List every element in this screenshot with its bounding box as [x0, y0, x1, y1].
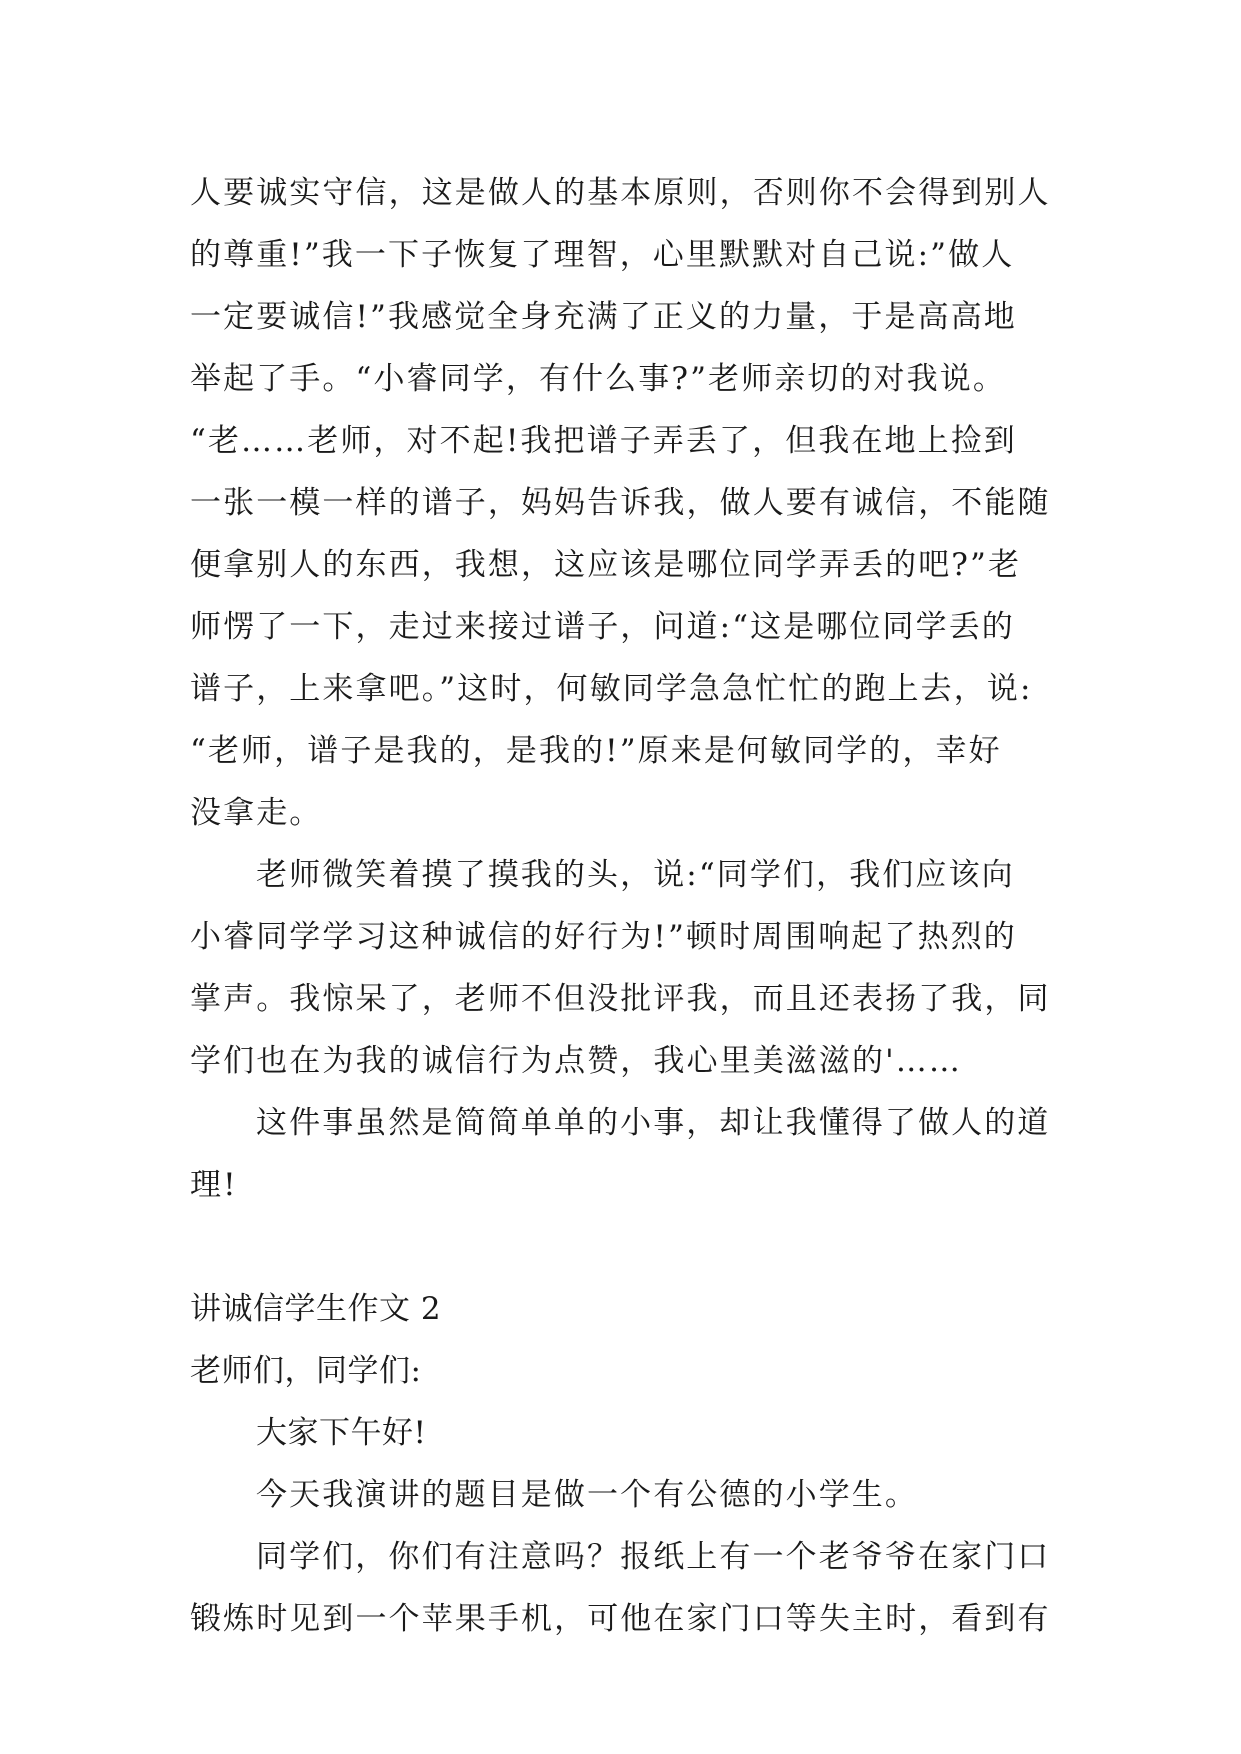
text-line: 的尊重!”我一下子恢复了理智，心里默默对自己说:”做人: [190, 237, 1015, 273]
text-line: 一定要诚信!”我感觉全身充满了正义的力量，于是高高地: [190, 299, 1017, 335]
paragraph-gap: [190, 1216, 1090, 1278]
text-line: “老师，谱子是我的，是我的!”原来是何敏同学的，幸好: [190, 733, 1002, 769]
text-line: 掌声。我惊呆了，老师不但没批评我，而且还表扬了我，同: [190, 981, 1051, 1017]
text-line: 谱子，上来拿吧。”这时，何敏同学急急忙忙的跑上去，说:: [190, 671, 1033, 707]
text-line: 小睿同学学习这种诚信的好行为!”顿时周围响起了热烈的: [190, 919, 1017, 955]
document-body: [190, 162, 1090, 1650]
text-line: 学们也在为我的诚信行为点赞，我心里美滋滋的'……: [190, 1043, 962, 1079]
text-line: 理!: [190, 1167, 238, 1203]
text-line-indented: 这件事虽然是简简单单的小事，却让我懂得了做人的道: [256, 1105, 1051, 1141]
text-line-indented: 老师微笑着摸了摸我的头，说:“同学们，我们应该向: [256, 857, 1015, 893]
text-line-indented: 同学们，你们有注意吗？报纸上有一个老爷爷在家门口: [256, 1539, 1051, 1575]
text-line: 人要诚实守信，这是做人的基本原则，否则你不会得到别人: [190, 175, 1051, 211]
section-title: 讲诚信学生作文 2: [190, 1291, 442, 1327]
text-line: 举起了手。“小睿同学，有什么事?”老师亲切的对我说。: [190, 361, 1006, 397]
text-line: 师愣了一下，走过来接过谱子，问道:“这是哪位同学丢的: [190, 609, 1015, 645]
greeting: 大家下午好!: [256, 1415, 427, 1451]
text-line: 一张一模一样的谱子，妈妈告诉我，做人要有诚信，不能随: [190, 485, 1051, 521]
salutation: 老师们，同学们:: [190, 1353, 422, 1389]
text-line: 便拿别人的东西，我想，这应该是哪位同学弄丢的吧?”老: [190, 547, 1022, 583]
text-line: 锻炼时见到一个苹果手机，可他在家门口等失主时，看到有: [190, 1601, 1051, 1637]
text-line-indented: 今天我演讲的题目是做一个有公德的小学生。: [256, 1477, 918, 1513]
text-line: 没拿走。: [190, 795, 323, 831]
text-line: “老……老师，对不起!我把谱子弄丢了，但我在地上捡到: [190, 423, 1017, 459]
